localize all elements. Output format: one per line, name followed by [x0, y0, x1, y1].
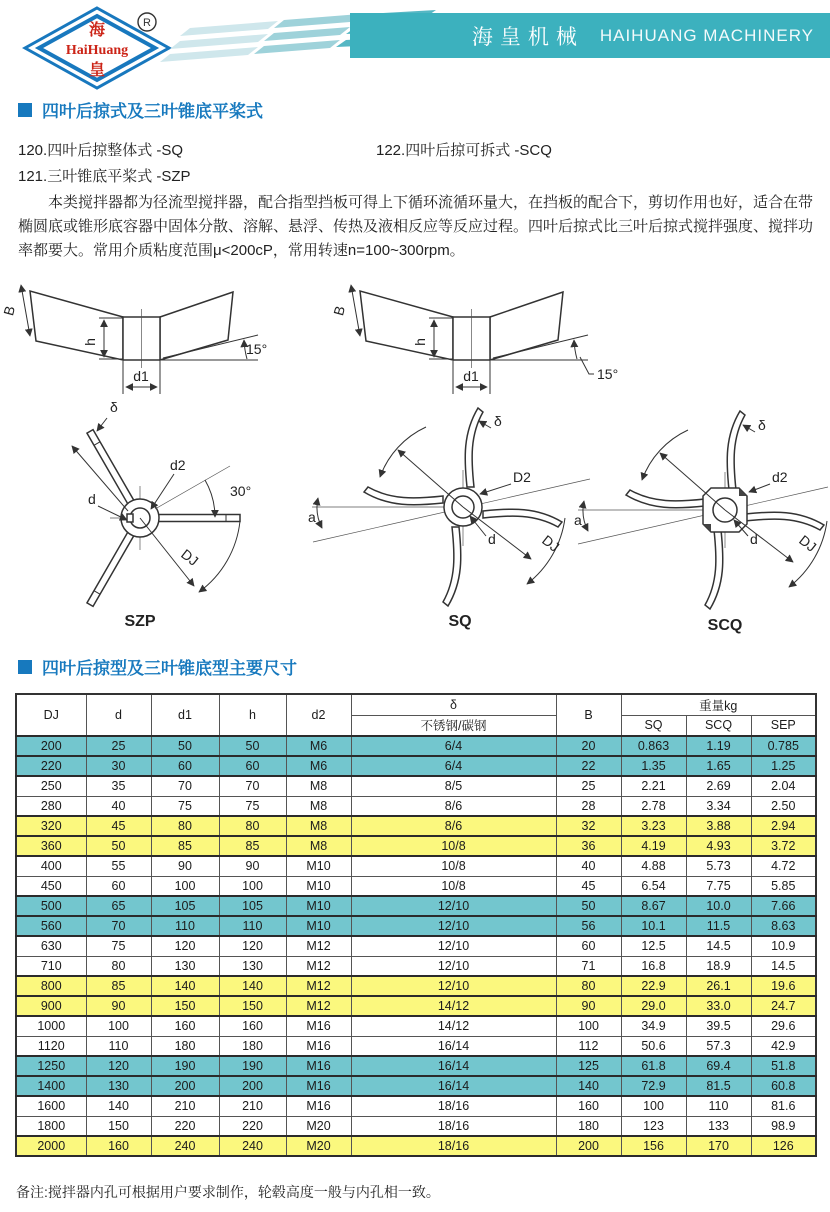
d-label: d: [750, 531, 758, 547]
dj-label: DJ: [796, 531, 820, 555]
col-header-b: B: [556, 694, 621, 736]
table-cell: 4.72: [751, 856, 816, 876]
logo-char-bottom: 皇: [88, 62, 106, 79]
table-row: [16, 916, 816, 936]
table-row: [16, 856, 816, 876]
table-cell: 123: [621, 1116, 686, 1136]
table-cell: 120: [86, 1056, 151, 1076]
table-row: [16, 1116, 816, 1136]
table-cell: 710: [16, 956, 86, 976]
col-header-scq: SCQ: [686, 715, 751, 736]
footer-note: 备注:搅拌器内孔可根据用户要求制作，轮毂高度一般与内孔相一致。: [16, 1184, 440, 1200]
b-label: B: [330, 304, 349, 318]
table-cell: 90: [86, 996, 151, 1016]
table-cell: 20: [556, 736, 621, 756]
table-cell: 170: [686, 1136, 751, 1156]
table-row: [16, 1076, 816, 1096]
table-cell: 50: [86, 836, 151, 856]
table-cell: 22.9: [621, 976, 686, 996]
company-name-cn: 海皇机械: [471, 25, 584, 49]
col-header-material: 不锈钢/碳钢: [351, 715, 556, 736]
table-cell: 4.88: [621, 856, 686, 876]
table-cell: 25: [86, 736, 151, 756]
table-cell: 14.5: [751, 956, 816, 976]
table-cell: 2.78: [621, 796, 686, 816]
table-row: [16, 836, 816, 856]
table-cell: 8/6: [351, 796, 556, 816]
table-cell: 210: [219, 1096, 286, 1116]
table-cell: 60.8: [751, 1076, 816, 1096]
table-cell: M16: [286, 1036, 351, 1056]
table-cell: 7.75: [686, 876, 751, 896]
section1-title-text: 四叶后掠式及三叶锥底平桨式: [42, 102, 263, 121]
table-cell: 71: [556, 956, 621, 976]
table-cell: 50: [151, 736, 219, 756]
delta-label: δ: [758, 417, 766, 433]
table-cell: M10: [286, 916, 351, 936]
d2-label: d2: [772, 469, 788, 485]
table-cell: M10: [286, 896, 351, 916]
table-cell: 100: [151, 876, 219, 896]
table-cell: 16/14: [351, 1056, 556, 1076]
col-header-h: h: [219, 694, 286, 736]
szp-diagram: [72, 399, 251, 630]
side-view-left-diagram: [0, 285, 267, 394]
table-cell: 180: [556, 1116, 621, 1136]
col-header-dj: DJ: [16, 694, 86, 736]
angle-label: 15°: [597, 366, 619, 382]
table-cell: 29.0: [621, 996, 686, 1016]
table-cell: 36: [556, 836, 621, 856]
table-cell: 12/10: [351, 936, 556, 956]
table-cell: M12: [286, 936, 351, 956]
table-cell: 3.34: [686, 796, 751, 816]
table-cell: 2.04: [751, 776, 816, 796]
table-cell: 1120: [16, 1036, 86, 1056]
table-header: [16, 694, 816, 736]
table-cell: M8: [286, 836, 351, 856]
table-cell: 190: [219, 1056, 286, 1076]
table-cell: 2000: [16, 1136, 86, 1156]
description-paragraph: 本类搅拌器都为径流型搅拌器，配合指型挡板可得上下循环流循环量大，在挡板的配合下，剪切作用也好，适合在带椭圆底或锥形底容器中固体分散、溶解、悬浮、传热及液相反应等反应过程。四叶后掠式比三叶后掠式搅拌强度、搅拌功率都要大。常用介质粘度范围μ<200cP，常用转速n=100~300rpm。: [18, 194, 814, 259]
table-cell: 90: [219, 856, 286, 876]
h-label: h: [82, 338, 98, 346]
table-cell: 110: [86, 1036, 151, 1056]
table-cell: 1.19: [686, 736, 751, 756]
scq-diagram: [574, 411, 828, 634]
table-cell: 100: [621, 1096, 686, 1116]
sq-diagram: [308, 408, 590, 630]
table-cell: 220: [219, 1116, 286, 1136]
table-cell: M6: [286, 736, 351, 756]
table-cell: 100: [556, 1016, 621, 1036]
table-row: [16, 1016, 816, 1036]
table-cell: 140: [556, 1076, 621, 1096]
table-cell: 2.21: [621, 776, 686, 796]
table-cell: 75: [151, 796, 219, 816]
table-row: [16, 796, 816, 816]
section1-title: [18, 97, 263, 122]
table-cell: 51.8: [751, 1056, 816, 1076]
table-row: [16, 976, 816, 996]
table-cell: M16: [286, 1016, 351, 1036]
table-cell: 30: [86, 756, 151, 776]
table-cell: 105: [151, 896, 219, 916]
col-header-weight: 重量kg: [621, 694, 816, 715]
table-cell: 450: [16, 876, 86, 896]
table-cell: 160: [219, 1016, 286, 1036]
table-cell: 40: [86, 796, 151, 816]
table-row: [16, 756, 816, 776]
table-cell: 90: [556, 996, 621, 1016]
table-cell: 60: [556, 936, 621, 956]
table-cell: M8: [286, 776, 351, 796]
table-cell: 250: [16, 776, 86, 796]
table-cell: 1250: [16, 1056, 86, 1076]
table-cell: 210: [151, 1096, 219, 1116]
table-row: [16, 816, 816, 836]
table-cell: 140: [86, 1096, 151, 1116]
table-cell: 10/8: [351, 876, 556, 896]
table-cell: 18/16: [351, 1136, 556, 1156]
table-cell: M8: [286, 796, 351, 816]
table-cell: 240: [151, 1136, 219, 1156]
table-cell: 65: [86, 896, 151, 916]
table-cell: 220: [151, 1116, 219, 1136]
table-cell: 110: [219, 916, 286, 936]
table-cell: 4.19: [621, 836, 686, 856]
table-cell: M12: [286, 956, 351, 976]
blue-square-icon: [18, 103, 32, 117]
table-cell: 16/14: [351, 1076, 556, 1096]
logo-name: HaiHuang: [65, 43, 129, 58]
table-cell: 16/14: [351, 1036, 556, 1056]
table-cell: 180: [151, 1036, 219, 1056]
table-cell: 150: [86, 1116, 151, 1136]
table-cell: M16: [286, 1096, 351, 1116]
logo-char-top: 海: [88, 22, 106, 39]
table-cell: 18.9: [686, 956, 751, 976]
table-cell: 5.85: [751, 876, 816, 896]
table-cell: 2.94: [751, 816, 816, 836]
table-cell: 24.7: [751, 996, 816, 1016]
table-row: [16, 876, 816, 896]
table-cell: 10/8: [351, 836, 556, 856]
table-cell: 150: [151, 996, 219, 1016]
table-cell: 45: [86, 816, 151, 836]
technical-diagrams: [0, 278, 830, 646]
table-cell: 100: [86, 1016, 151, 1036]
table-cell: 2.69: [686, 776, 751, 796]
table-cell: 26.1: [686, 976, 751, 996]
a-label: a: [574, 512, 582, 528]
table-cell: 800: [16, 976, 86, 996]
table-cell: 80: [151, 816, 219, 836]
table-row: [16, 1096, 816, 1116]
table-cell: 80: [219, 816, 286, 836]
table-cell: 70: [151, 776, 219, 796]
table-cell: 7.66: [751, 896, 816, 916]
table-row: [16, 776, 816, 796]
table-cell: 32: [556, 816, 621, 836]
table-cell: 40: [556, 856, 621, 876]
table-row: [16, 956, 816, 976]
col-header-sq: SQ: [621, 715, 686, 736]
szp-caption: SZP: [124, 613, 156, 630]
table-cell: 75: [86, 936, 151, 956]
table-cell: 33.0: [686, 996, 751, 1016]
table-cell: 120: [219, 936, 286, 956]
table-cell: 8.67: [621, 896, 686, 916]
dimensions-table: [15, 693, 817, 1157]
table-cell: 1800: [16, 1116, 86, 1136]
table-cell: 70: [86, 916, 151, 936]
table-cell: 500: [16, 896, 86, 916]
table-cell: 560: [16, 916, 86, 936]
table-cell: 4.93: [686, 836, 751, 856]
b-label: B: [0, 304, 19, 318]
table-cell: 112: [556, 1036, 621, 1056]
table-cell: 60: [151, 756, 219, 776]
table-cell: 50.6: [621, 1036, 686, 1056]
table-cell: 110: [686, 1096, 751, 1116]
table-cell: 130: [151, 956, 219, 976]
section2-title: [18, 654, 297, 679]
table-cell: 220: [16, 756, 86, 776]
table-cell: 8.63: [751, 916, 816, 936]
table-cell: M10: [286, 876, 351, 896]
table-cell: 85: [219, 836, 286, 856]
angle-label: 15°: [246, 341, 268, 357]
table-cell: M16: [286, 1076, 351, 1096]
table-cell: 360: [16, 836, 86, 856]
table-cell: 10.0: [686, 896, 751, 916]
h-label: h: [412, 338, 428, 346]
table-cell: 110: [151, 916, 219, 936]
delta-label: δ: [494, 413, 502, 429]
col-header-d1: d1: [151, 694, 219, 736]
table-cell: 57.3: [686, 1036, 751, 1056]
table-cell: 200: [16, 736, 86, 756]
table-cell: 75: [219, 796, 286, 816]
table-cell: 81.6: [751, 1096, 816, 1116]
table-cell: 90: [151, 856, 219, 876]
table-cell: 8/6: [351, 816, 556, 836]
col-header-d2: d2: [286, 694, 351, 736]
angle-label: 30°: [230, 483, 252, 499]
registered-mark: R: [143, 17, 151, 29]
table-cell: 180: [219, 1036, 286, 1056]
table-cell: 160: [151, 1016, 219, 1036]
col-header-sep: SEP: [751, 715, 816, 736]
table-cell: 10.9: [751, 936, 816, 956]
table-cell: 1.65: [686, 756, 751, 776]
table-cell: 1.25: [751, 756, 816, 776]
d-label: d: [88, 491, 96, 507]
table-cell: 18/16: [351, 1096, 556, 1116]
side-view-right-diagram: [330, 285, 618, 394]
table-cell: 10/8: [351, 856, 556, 876]
d1-label: d1: [133, 368, 149, 384]
d1-label: d1: [463, 368, 479, 384]
table-cell: 160: [86, 1136, 151, 1156]
table-cell: 200: [556, 1136, 621, 1156]
table-row: [16, 896, 816, 916]
table-row: [16, 1136, 816, 1156]
table-cell: 130: [219, 956, 286, 976]
dj-label: DJ: [178, 545, 202, 569]
table-cell: 6.54: [621, 876, 686, 896]
section2-title-text: 四叶后掠型及三叶锥底型主要尺寸: [42, 659, 297, 678]
table-cell: 12/10: [351, 956, 556, 976]
table-cell: 42.9: [751, 1036, 816, 1056]
table-cell: 5.73: [686, 856, 751, 876]
table-cell: 240: [219, 1136, 286, 1156]
table-cell: 2.50: [751, 796, 816, 816]
col-header-delta: δ: [351, 694, 556, 715]
table-row: [16, 1056, 816, 1076]
table-row: [16, 936, 816, 956]
table-cell: 11.5: [686, 916, 751, 936]
table-cell: 22: [556, 756, 621, 776]
table-cell: 18/16: [351, 1116, 556, 1136]
dj-label: DJ: [539, 531, 563, 555]
table-cell: 6/4: [351, 736, 556, 756]
table-cell: 12/10: [351, 896, 556, 916]
table-cell: 8/5: [351, 776, 556, 796]
model-item: 122.四叶后掠可拆式 -SCQ: [376, 142, 552, 159]
table-cell: 28: [556, 796, 621, 816]
delta-label: δ: [110, 399, 118, 415]
table-cell: 12.5: [621, 936, 686, 956]
table-cell: M8: [286, 816, 351, 836]
d-label: d: [488, 531, 496, 547]
table-cell: M20: [286, 1116, 351, 1136]
table-cell: M16: [286, 1056, 351, 1076]
scq-caption: SCQ: [707, 617, 743, 634]
table-cell: 60: [86, 876, 151, 896]
table-cell: 133: [686, 1116, 751, 1136]
table-cell: 280: [16, 796, 86, 816]
col-header-d: d: [86, 694, 151, 736]
table-cell: 25: [556, 776, 621, 796]
table-cell: 72.9: [621, 1076, 686, 1096]
table-cell: 80: [86, 956, 151, 976]
table-cell: 12/10: [351, 976, 556, 996]
table-cell: 14/12: [351, 996, 556, 1016]
table-cell: 69.4: [686, 1056, 751, 1076]
table-cell: 12/10: [351, 916, 556, 936]
table-cell: 34.9: [621, 1016, 686, 1036]
table-cell: M12: [286, 996, 351, 1016]
table-row: [16, 996, 816, 1016]
table-cell: 190: [151, 1056, 219, 1076]
table-cell: 900: [16, 996, 86, 1016]
table-cell: 85: [86, 976, 151, 996]
d2-label: d2: [170, 457, 186, 473]
table-cell: 1.35: [621, 756, 686, 776]
table-cell: 125: [556, 1056, 621, 1076]
table-cell: 126: [751, 1136, 816, 1156]
blue-square-icon: [18, 660, 32, 674]
table-cell: 0.863: [621, 736, 686, 756]
table-cell: 1000: [16, 1016, 86, 1036]
table-cell: 130: [86, 1076, 151, 1096]
table-cell: 140: [219, 976, 286, 996]
table-cell: 56: [556, 916, 621, 936]
model-item: 120.四叶后掠整体式 -SQ: [18, 142, 184, 159]
table-cell: M10: [286, 856, 351, 876]
table-cell: 1600: [16, 1096, 86, 1116]
table-cell: 140: [151, 976, 219, 996]
table-cell: 630: [16, 936, 86, 956]
table-cell: 45: [556, 876, 621, 896]
table-cell: M6: [286, 756, 351, 776]
sq-caption: SQ: [448, 613, 472, 630]
d2-label: D2: [513, 469, 531, 485]
header-banner: [350, 13, 830, 58]
table-row: [16, 1036, 816, 1056]
table-cell: 3.72: [751, 836, 816, 856]
table-cell: 3.88: [686, 816, 751, 836]
table-cell: M12: [286, 976, 351, 996]
table-cell: 98.9: [751, 1116, 816, 1136]
table-cell: 29.6: [751, 1016, 816, 1036]
table-cell: 35: [86, 776, 151, 796]
table-cell: 16.8: [621, 956, 686, 976]
table-cell: 150: [219, 996, 286, 1016]
table-cell: 81.5: [686, 1076, 751, 1096]
table-cell: 55: [86, 856, 151, 876]
model-item: 121.三叶锥底平桨式 -SZP: [18, 168, 191, 185]
table-cell: 14.5: [686, 936, 751, 956]
table-cell: 156: [621, 1136, 686, 1156]
table-cell: 85: [151, 836, 219, 856]
table-cell: 1400: [16, 1076, 86, 1096]
table-cell: 39.5: [686, 1016, 751, 1036]
table-cell: 160: [556, 1096, 621, 1116]
table-cell: 0.785: [751, 736, 816, 756]
table-cell: 3.23: [621, 816, 686, 836]
table-cell: 400: [16, 856, 86, 876]
table-cell: 14/12: [351, 1016, 556, 1036]
table-cell: M20: [286, 1136, 351, 1156]
table-cell: 80: [556, 976, 621, 996]
table-cell: 50: [219, 736, 286, 756]
table-cell: 320: [16, 816, 86, 836]
table-cell: 200: [151, 1076, 219, 1096]
table-cell: 200: [219, 1076, 286, 1096]
table-row: [16, 736, 816, 756]
table-cell: 19.6: [751, 976, 816, 996]
a-label: a: [308, 509, 316, 525]
table-cell: 70: [219, 776, 286, 796]
table-cell: 60: [219, 756, 286, 776]
table-cell: 100: [219, 876, 286, 896]
table-cell: 105: [219, 896, 286, 916]
table-body: [16, 736, 816, 1156]
table-cell: 120: [151, 936, 219, 956]
table-cell: 50: [556, 896, 621, 916]
table-cell: 6/4: [351, 756, 556, 776]
table-cell: 61.8: [621, 1056, 686, 1076]
company-name-en: HAIHUANG MACHINERY: [599, 25, 814, 45]
table-cell: 10.1: [621, 916, 686, 936]
